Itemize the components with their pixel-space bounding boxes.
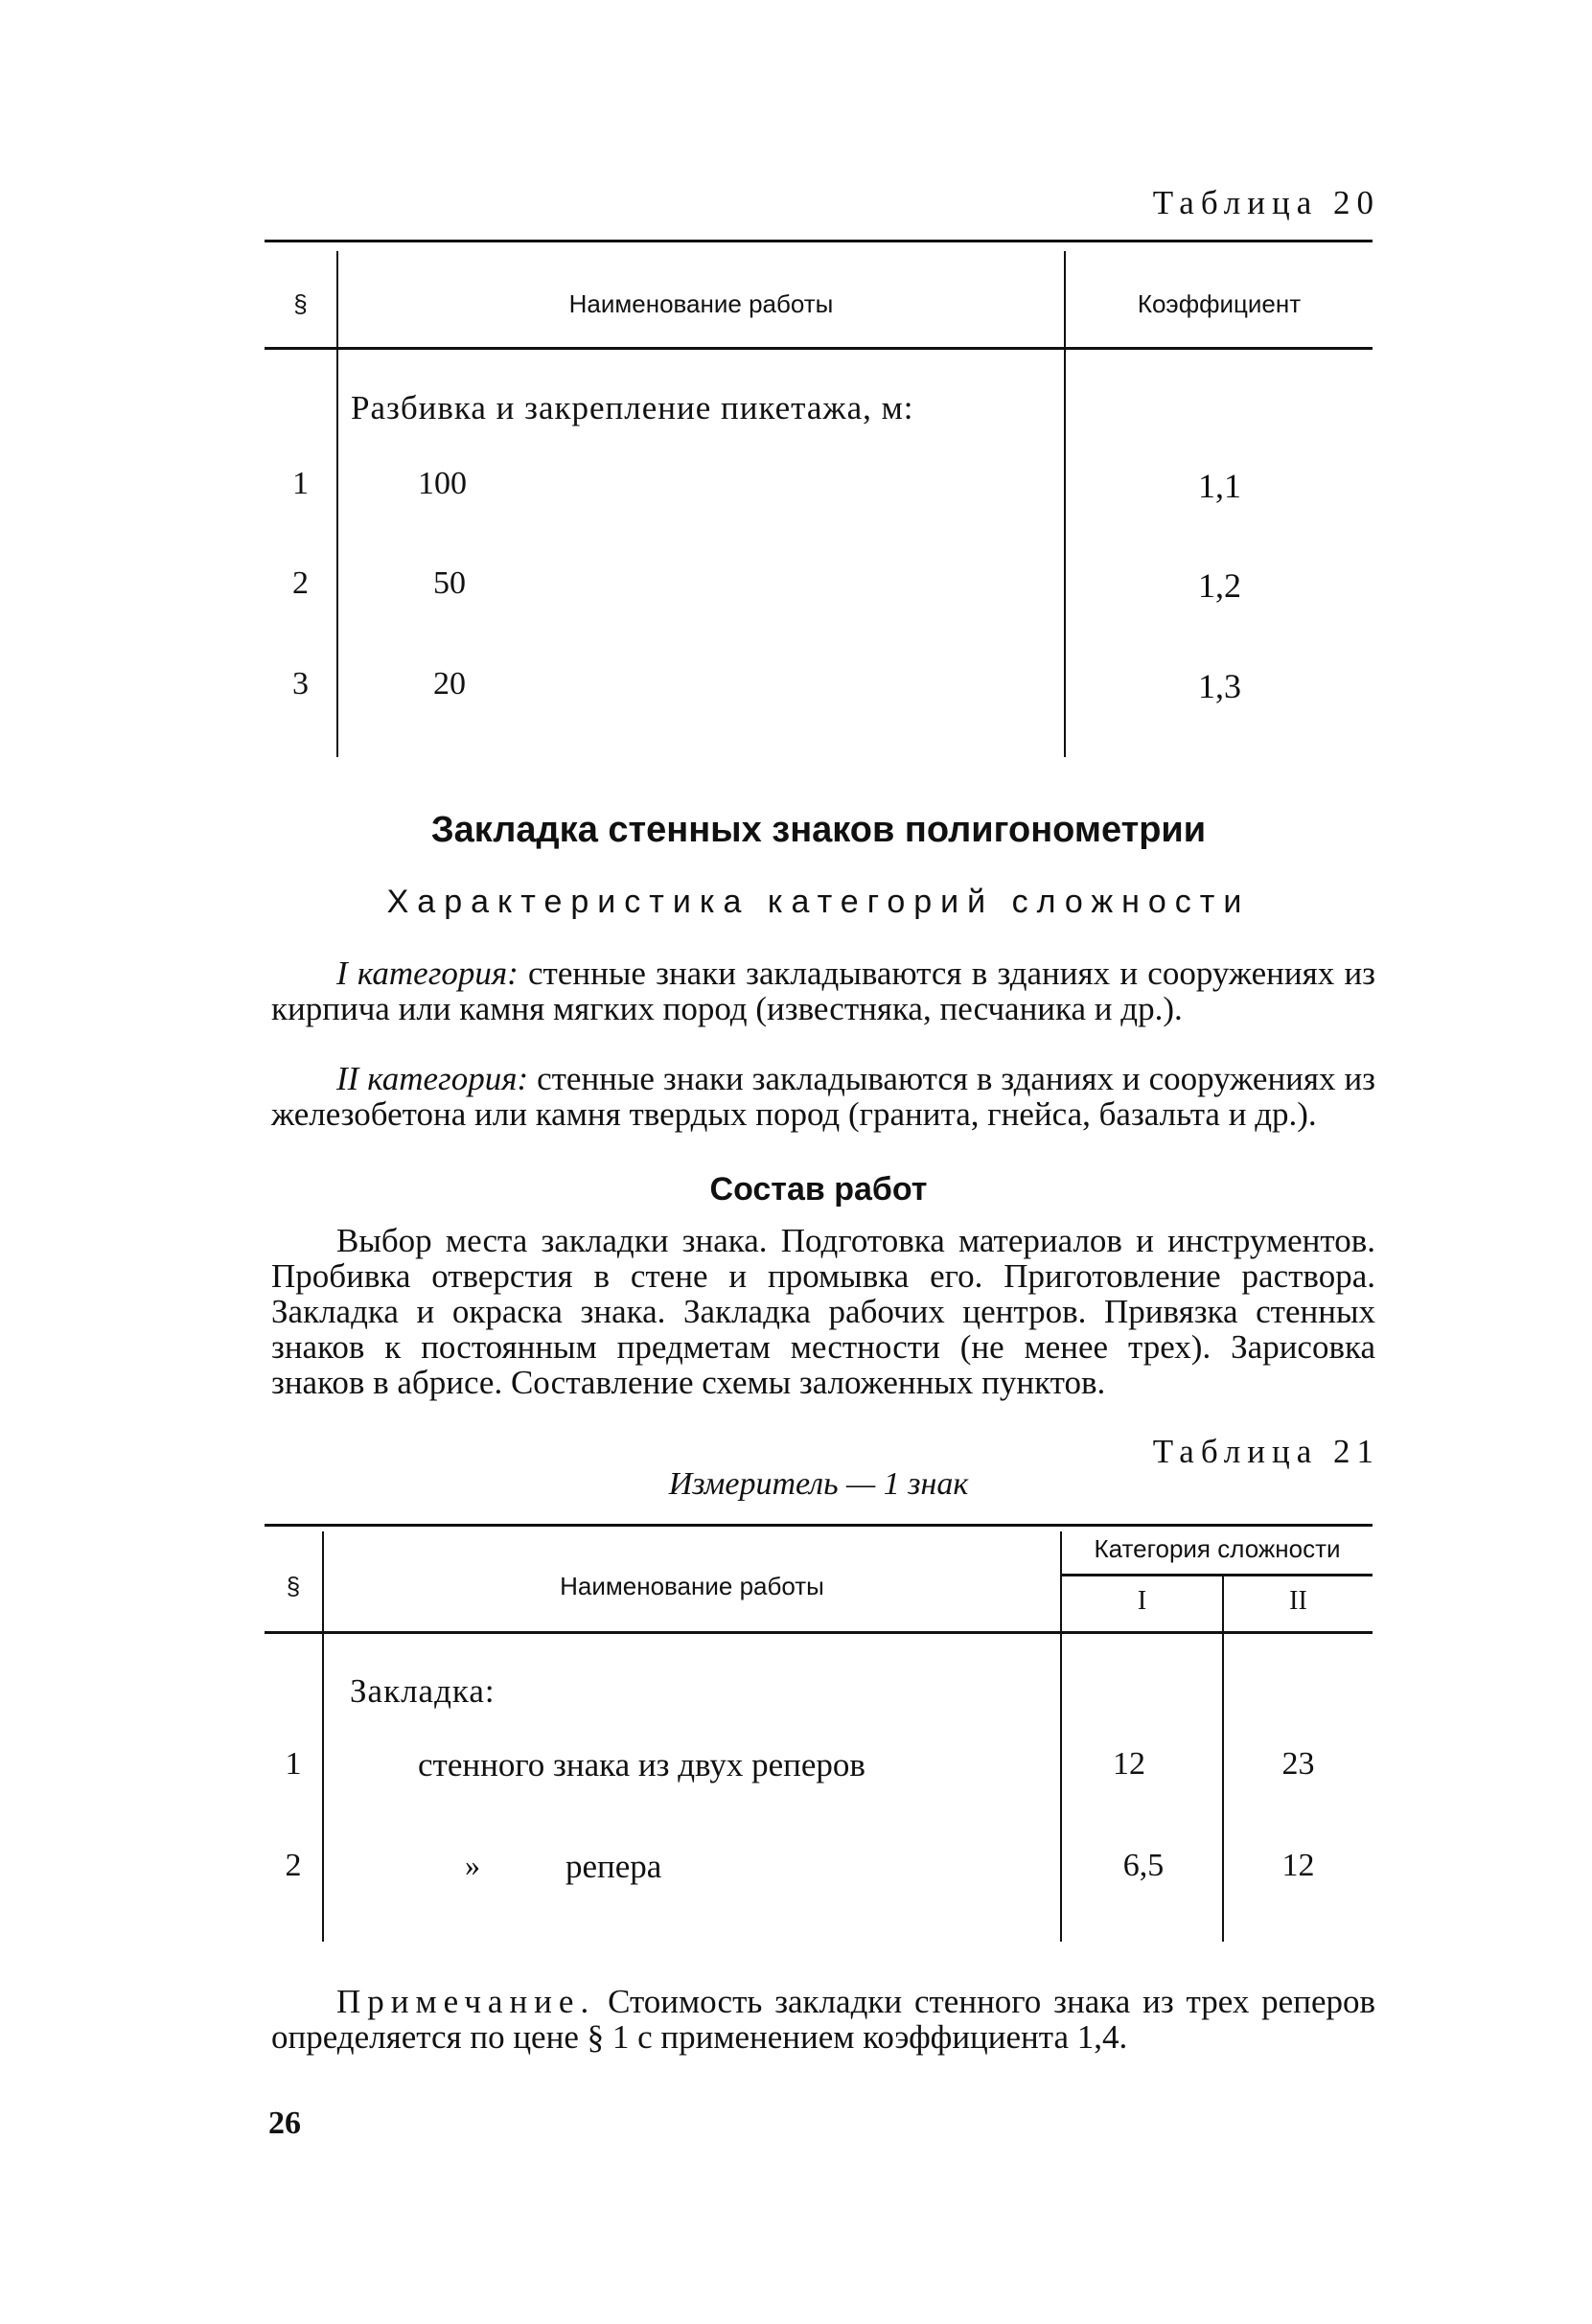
table-21-header-name: Наименование работы bbox=[560, 1572, 824, 1600]
table-20-header-rule bbox=[265, 347, 1373, 350]
table-21-header-category: Категория сложности bbox=[1094, 1534, 1341, 1563]
table-20-header-coef: Коэффициент bbox=[1137, 289, 1302, 318]
table-21-header-cat-1: I bbox=[1137, 1586, 1147, 1616]
table-20-row-2-num: 2 bbox=[292, 565, 309, 601]
table-20-top-rule bbox=[265, 240, 1373, 242]
table-20-group-label: Разбивка и закрепление пикетажа, м: bbox=[351, 389, 914, 426]
table-21-row-1-num: 1 bbox=[285, 1746, 302, 1782]
table-21-header-num: § bbox=[286, 1572, 301, 1600]
table-20-col-divider-2 bbox=[1064, 251, 1066, 757]
category-2-paragraph bbox=[271, 1061, 1375, 1132]
table-21-subheader-rule bbox=[1062, 1574, 1373, 1576]
table-20-row-2-coef: 1,2 bbox=[1198, 566, 1241, 605]
table-21-group-label: Закладка: bbox=[350, 1672, 496, 1710]
table-21-row-1-cat-2: 23 bbox=[1281, 1746, 1315, 1782]
note-text: Стоимость закладки стенного знака из трех реперов определяется по цене § 1 с применением коэффициента 1,4. bbox=[271, 1983, 1376, 2056]
table-21-row-2-num: 2 bbox=[285, 1848, 302, 1883]
category-1-label: I категория: bbox=[336, 955, 519, 992]
category-2-text: стенные знаки закладываются в зданиях и сооружениях из железобетона или камня твердых пород (гранита, гнейса, базальта и др.). bbox=[271, 1060, 1375, 1133]
table-21-row-2-cat-2: 12 bbox=[1281, 1848, 1315, 1883]
table-21-measure: Измеритель — 1 знак bbox=[668, 1466, 969, 1502]
table-21-header-rule bbox=[265, 1631, 1373, 1634]
table-20-row-3-coef: 1,3 bbox=[1198, 667, 1241, 705]
table-21-row-2-cat-1: 6,5 bbox=[1122, 1848, 1165, 1883]
table-21-row-1-name: стенного знака из двух реперов bbox=[418, 1746, 865, 1783]
works-text: Выбор места закладки знака. Подготовка материалов и инструментов. Пробивка отверстия в стене и промывка его. Приготовление раствора. Закладка и окраска знака. Закладка рабочих центров. Привязка стенных знаков к постоянным предметам местности (не менее трех). Зарисовка знаков в абрисе. Составление схемы заложенных пунктов. bbox=[271, 1222, 1375, 1401]
table-20-row-2-name: 50 bbox=[433, 565, 466, 601]
table-20-row-1-coef: 1,1 bbox=[1198, 467, 1241, 505]
table-20-col-divider-1 bbox=[336, 251, 338, 757]
note-label: Примечание. bbox=[336, 1983, 596, 2020]
page-number: 26 bbox=[268, 2105, 301, 2141]
table-20-caption: Таблица 20 bbox=[1152, 184, 1380, 221]
works-heading: Состав работ bbox=[709, 1171, 928, 1208]
category-2-label: II категория: bbox=[336, 1060, 529, 1097]
table-20-row-3-name: 20 bbox=[433, 666, 466, 702]
table-20-row-3-num: 3 bbox=[292, 666, 309, 702]
table-21-header-cat-2: II bbox=[1289, 1586, 1307, 1616]
table-21-row-2-ditto-mark: » bbox=[465, 1848, 480, 1882]
works-paragraph bbox=[271, 1223, 1375, 1400]
table-21-row-1-cat-1: 12 bbox=[1113, 1746, 1145, 1782]
table-20-row-1-num: 1 bbox=[292, 466, 309, 501]
table-21-top-rule bbox=[265, 1524, 1373, 1527]
table-20-header-name: Наименование работы bbox=[568, 289, 834, 318]
table-20-row-1-name: 100 bbox=[418, 466, 467, 501]
category-1-text: стенные знаки закладываются в зданиях и сооружениях из кирпича или камня мягких пород (известняка, песчаника и др.). bbox=[271, 955, 1375, 1027]
table-21-row-2-name: репера bbox=[565, 1848, 662, 1885]
section-subtitle: Характеристика категорий сложности bbox=[386, 884, 1251, 920]
section-title: Закладка стенных знаков полигонометрии bbox=[430, 810, 1207, 850]
category-1-paragraph bbox=[271, 955, 1375, 1026]
table-20-header-num: § bbox=[293, 289, 308, 318]
note-paragraph bbox=[271, 1984, 1375, 2055]
table-21-caption: Таблица 21 bbox=[1152, 1433, 1380, 1470]
